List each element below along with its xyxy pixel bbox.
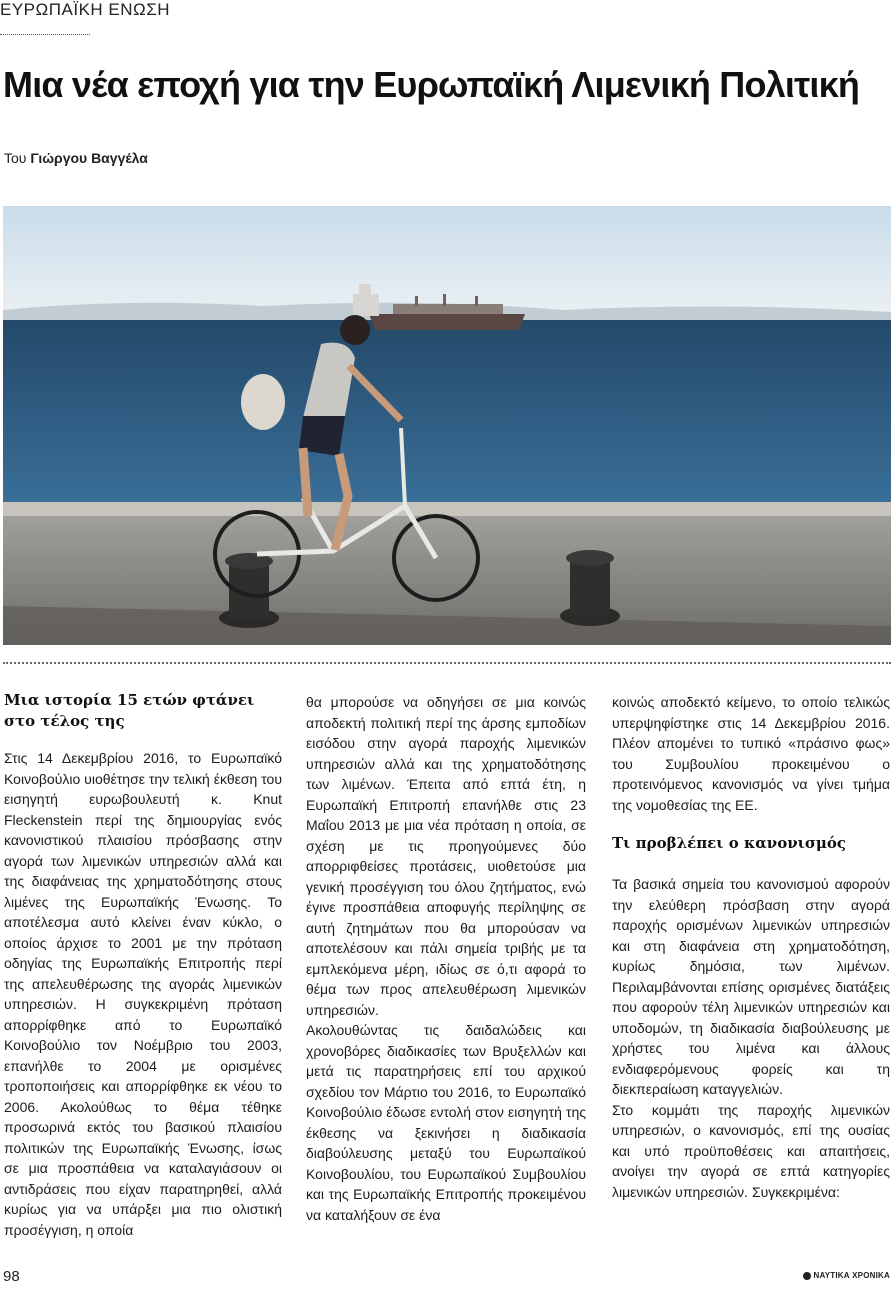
section-label: ΕΥΡΩΠΑΪΚΗ ΕΝΩΣΗ: [0, 0, 171, 19]
paragraph: Τα βασικά σημεία του κανονισμού αφορούν την ελεύθερη πρόσβαση στην αγορά παροχής ορισμένων λιμενικών υπηρεσιών και στη διαφάνεια στη χρηματοδότηση, κυρίως δημόσια, των λιμένων. Περιλαμβάνονται επίσης ορισμένες διατάξεις που αφορούν τέλη λιμενικών υπηρεσιών και υποδομών, τη διαδικασία διαβούλευσης με χρήστες του λιμένα και άλλους ενδιαφερόμενους φορείς και τη διεκπεραίωση καταγγελιών.: [612, 876, 890, 1097]
paragraph: Στο κομμάτι της παροχής λιμενικών υπηρεσιών, ο κανονισμός, επί της ουσίας και υπό προϋποθέσεις και απαιτήσεις, ανοίγει την αγορά σε επτά κατηγορίες λιμενικών υπηρεσιών. Συγκεκριμένα:: [612, 1101, 890, 1200]
paragraph: θα μπορούσε να οδηγήσει σε μια κοινώς αποδεκτή πολιτική περί της άρσης εμποδίων εισόδου στην αγορά παροχής λιμενικών υπηρεσιών αλλά και της χρηματοδότησης των λιμένων. Έπειτα από επτά έτη, η Ευρωπαϊκή Επιτροπή επανήλθε στις 23 Μαΐου 2013 με μια νέα πρόταση η οποία, σε σχέση με τις προηγούμενες δύο απορριφθείσες προτάσεις, υιοθετούσε μια γενική προσέγγιση του όλου ζητήματος, ενώ έγινε προσπάθεια αποφυγής περίληψης σε αυτή ζητημάτων που θα μπορούσαν να αποτελέσουν και πάλι σημεία τριβής με τα εμπλεκόμενα μέρη, ιδίως σε ό,τι αφορά το θέμα των προς απελευθέρωση λιμενικών υπηρεσιών.: [306, 694, 586, 1018]
article-column-3: [612, 692, 890, 1202]
publication-brand: [803, 1271, 891, 1280]
byline-prefix: Του: [4, 150, 27, 166]
paragraph: κοινώς αποδεκτό κείμενο, το οποίο τελικώς υπερψηφίστηκε στις 14 Δεκεμβρίου 2016. Πλέον απομένει το τυπικό «πράσινο φως» του Συμβουλίου προκειμένου ο προτεινόμενος κανονισμός να γίνει τμήμα της νομοθεσίας της ΕΕ.: [612, 694, 890, 813]
section-divider: [0, 34, 90, 35]
article-column-2: [306, 692, 586, 1225]
author-name: Γιώργου Βαγγέλα: [30, 150, 148, 166]
article-column-1: [4, 690, 282, 1240]
paragraph: Ακολουθώντας τις δαιδαλώδεις και χρονοβόρες διαδικασίες των Βρυξελλών και μετά τις παρατηρήσεις επί του αρχικού σχεδίου τον Μάρτιο του 2016, το Ευρωπαϊκό Κοινοβούλιο έδωσε εντολή στον εισηγητή της έκθεσης να ξεκινήσει η διαδικασία διαβούλευσης μεταξύ του Ευρωπαϊκού Κοινοβουλίου, του Ευρωπαϊκού Συμβουλίου και της Ευρωπαϊκής Επιτροπής προκειμένου να καταλήξουν σε ένα: [306, 1022, 586, 1223]
article-title: Μια νέα εποχή για την Ευρωπαϊκή Λιμενική Πολιτική: [3, 64, 860, 105]
page-number: 98: [3, 1268, 20, 1285]
brand-name: ΝΑΥΤΙΚΑ ΧΡΟΝΙΚΑ: [813, 1271, 890, 1280]
hero-photo: [3, 206, 891, 645]
photo-seaside-cyclist: [3, 206, 891, 645]
photo-divider: [3, 662, 891, 664]
seawall-edge: [3, 502, 891, 516]
brand-logo-icon: [803, 1272, 811, 1280]
subheading-regulation: Τι προβλέπει ο κανονισμός: [612, 834, 847, 852]
sea: [3, 320, 891, 506]
paragraph: Στις 14 Δεκεμβρίου 2016, το Ευρωπαϊκό Κοινοβούλιο υιοθέτησε την τελική έκθεση του εισηγητή ευρωβουλευτή κ. Knut Fleckenstein περί της δημιουργίας ενός κανονιστικού πλαισίου πρόσβασης στην αγορά των λιμενικών υπηρεσιών αλλά και της διαφάνειας της χρηματοδότησης στους λιμένες της Ευρωπαϊκής Ένωσης. Το αποτέλεσμα αυτό κλείνει έναν κύκλο, ο οποίος άρχισε το 2001 με την πρόταση οδηγίας της Ευρωπαϊκής Επιτροπής περί της απελευθέρωσης της αγοράς λιμενικών υπηρεσιών. Η συγκεκριμένη πρόταση απορρίφθηκε από το Ευρωπαϊκό Κοινοβούλιο τον Νοέμβριο του 2003, επανήλθε το 2004 με ορισμένες τροποποιήσεις και απορρίφθηκε εκ νέου το 2006. Ακολούθως το θέμα τέθηκε προσωρινά εκτός του βασικού πλαισίου πολιτικών της Ευρωπαϊκής Ένωσης, ίσως σε μια προσπάθεια να καταλαγιάσουν οι αντιδράσεις που είχαν παρατηρηθεί, αλλά κυρίως για να υπάρξει μια πιο ολιστική προσέγγιση, η οποία: [4, 750, 282, 1238]
subheading-history: Μια ιστορία 15 ετών φτάνει στο τέλος της: [4, 691, 255, 730]
byline: [4, 150, 148, 166]
